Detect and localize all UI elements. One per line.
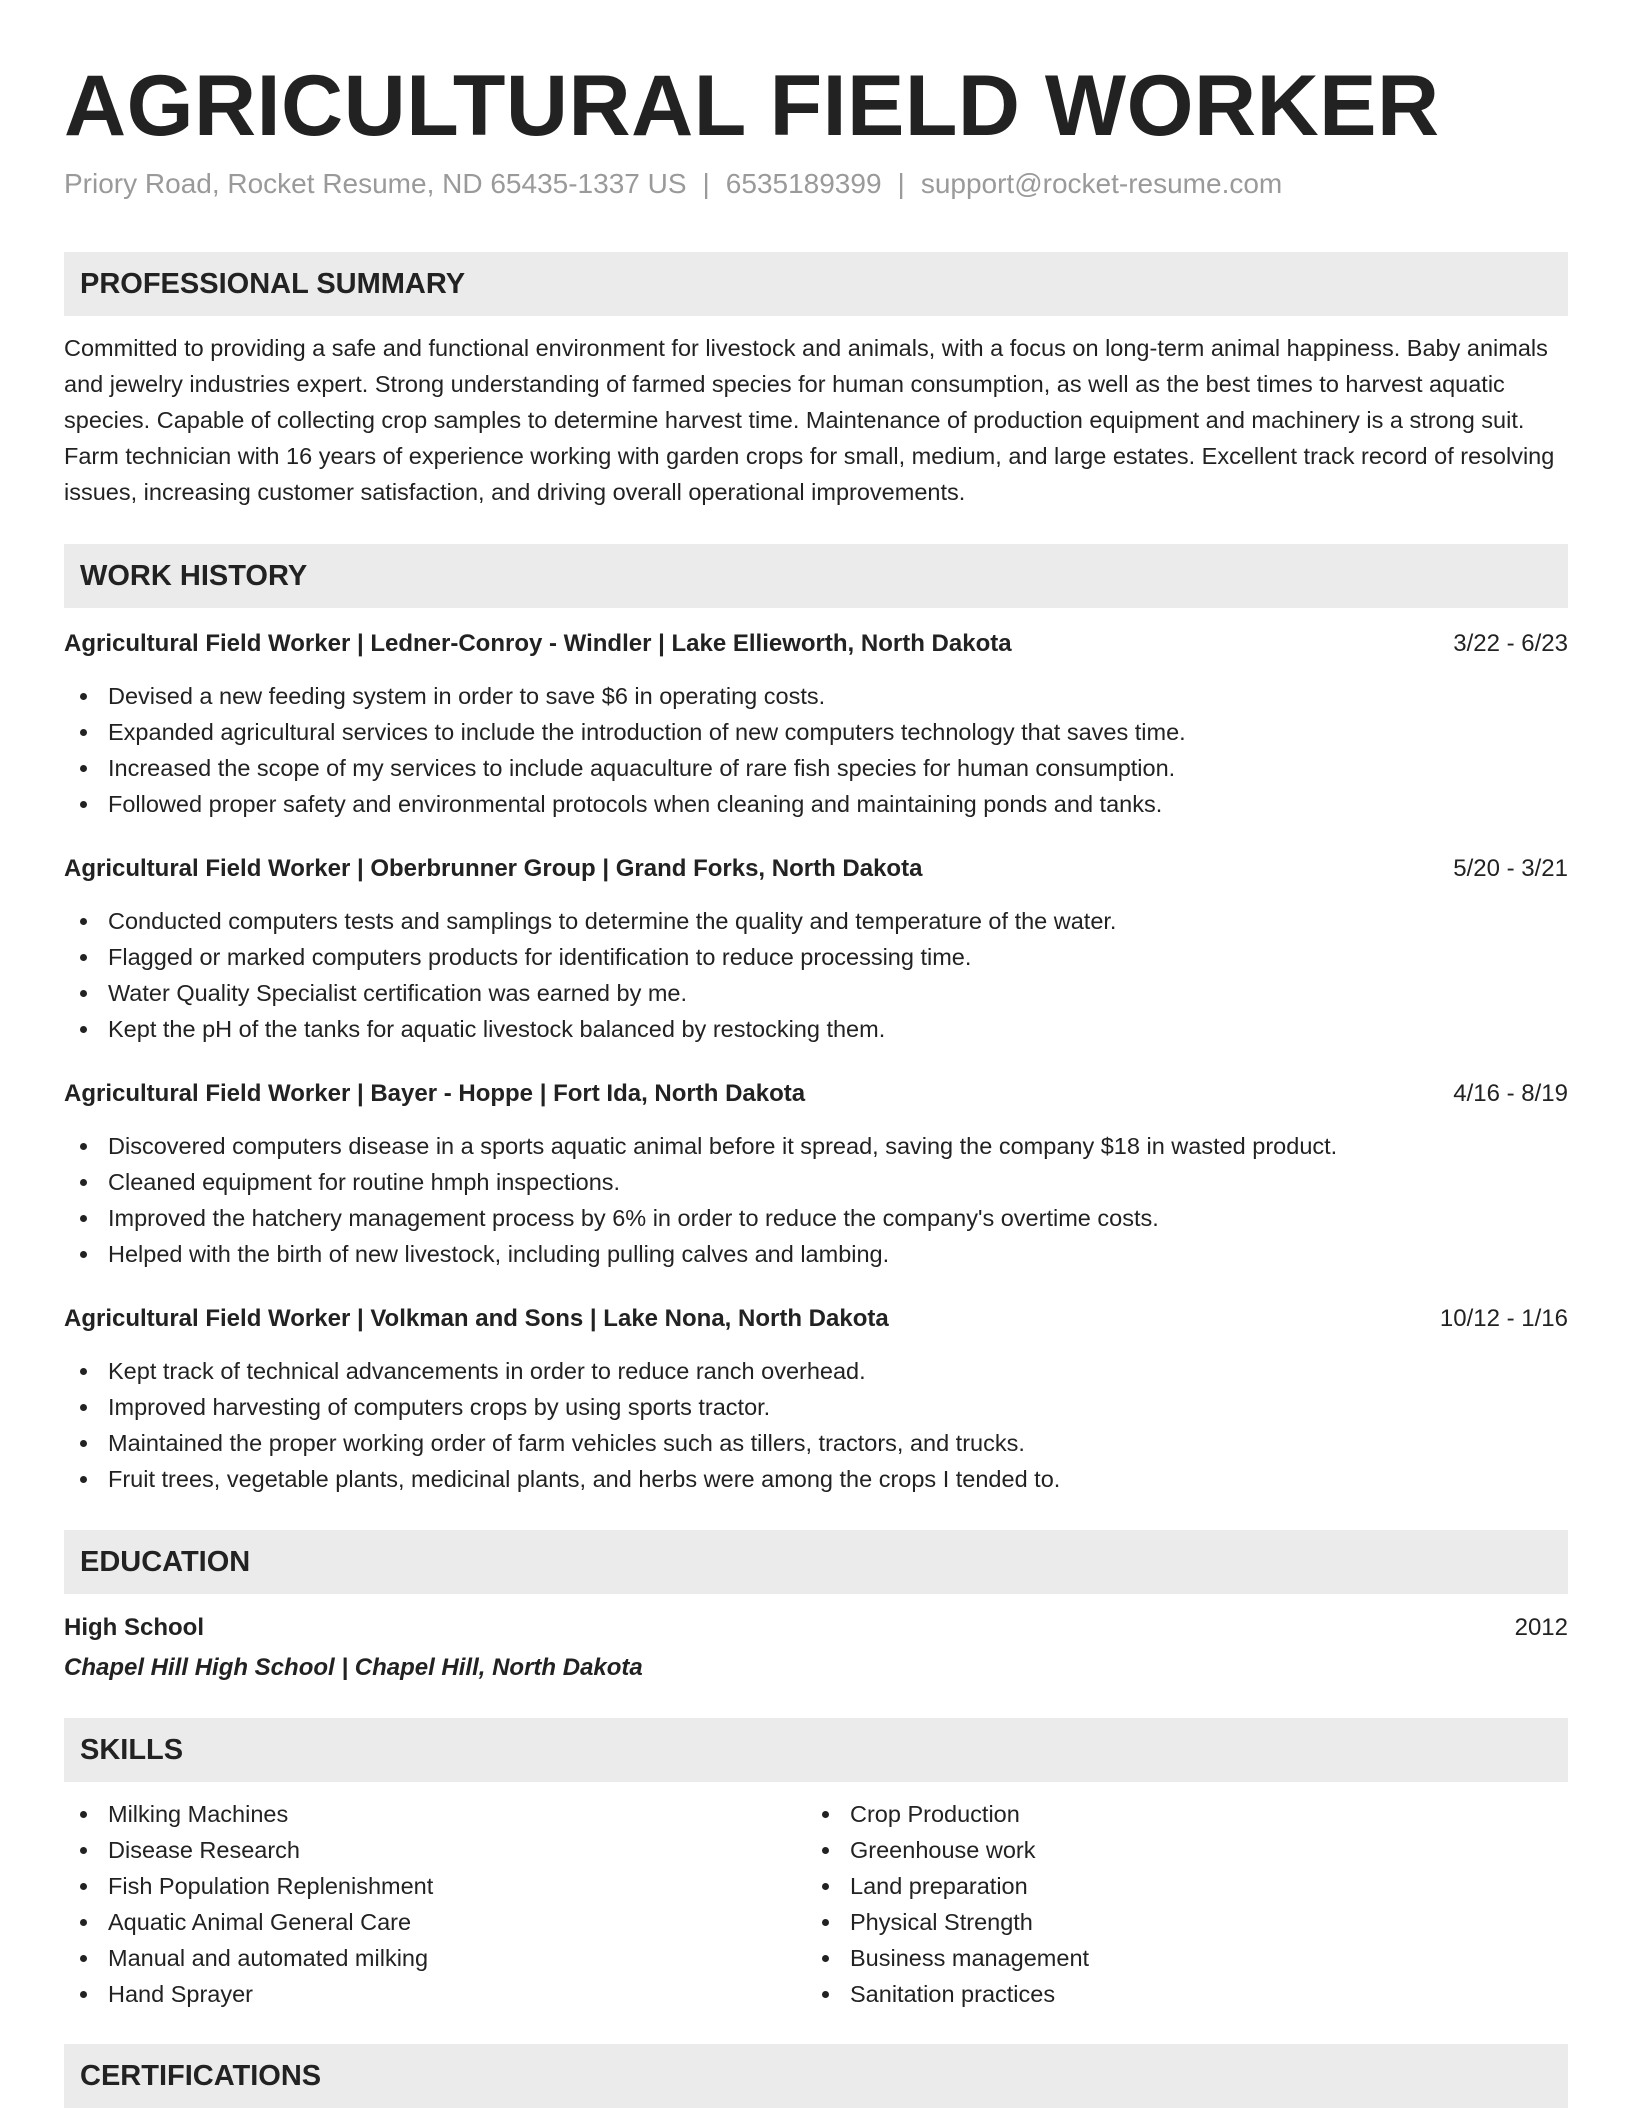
job-bullet: Kept track of technical advancements in order to reduce ranch overhead. [64,1353,1568,1389]
job-bullet: Followed proper safety and environmental protocols when cleaning and maintaining ponds and tanks. [64,786,1568,822]
job-bullet: Improved harvesting of computers crops by using sports tractor. [64,1389,1568,1425]
section-heading-education: EDUCATION [64,1530,1568,1594]
job-header [64,626,1568,662]
skill-item: Land preparation [806,1868,1548,1904]
job-bullet: Helped with the birth of new livestock, including pulling calves and lambing. [64,1236,1568,1272]
job-title: Agricultural Field Worker | Ledner-Conroy - Windler | Lake Ellieworth, North Dakota [64,630,1012,657]
contact-phone: 6535189399 [725,168,882,199]
job-entry [64,626,1568,822]
contact-separator: | [897,168,905,199]
section-heading-summary: PROFESSIONAL SUMMARY [64,252,1568,316]
job-bullet: Kept the pH of the tanks for aquatic livestock balanced by restocking them. [64,1011,1568,1047]
section-heading-work-history: WORK HISTORY [64,544,1568,608]
skill-item: Hand Sprayer [64,1976,806,2012]
job-header [64,1076,1568,1112]
job-dates: 10/12 - 1/16 [1439,1305,1568,1332]
skills-list [64,1796,1568,2012]
job-title: Agricultural Field Worker | Volkman and Sons | Lake Nona, North Dakota [64,1305,889,1332]
resume-title: AGRICULTURAL FIELD WORKER [64,58,1440,154]
job-bullets [64,1353,1568,1497]
job-entry [64,1076,1568,1272]
job-bullet: Flagged or marked computers products for identification to reduce processing time. [64,939,1568,975]
job-bullets [64,1128,1568,1272]
job-bullet: Expanded agricultural services to include the introduction of new computers technology that saves time. [64,714,1568,750]
job-bullet: Conducted computers tests and samplings to determine the quality and temperature of the water. [64,903,1568,939]
education-header [64,1610,1568,1646]
skills-column-right [806,1796,1548,2012]
job-bullet: Fruit trees, vegetable plants, medicinal plants, and herbs were among the crops I tended to. [64,1461,1568,1497]
education-school: Chapel Hill High School | Chapel Hill, North Dakota [64,1654,643,1681]
section-heading-certifications: CERTIFICATIONS [64,2044,1568,2108]
contact-email: support@rocket-resume.com [920,168,1283,199]
skill-item: Aquatic Animal General Care [64,1904,806,1940]
resume-page [64,0,1568,2108]
job-bullet: Discovered computers disease in a sports aquatic animal before it spread, saving the company $18 in wasted product. [64,1128,1568,1164]
job-title: Agricultural Field Worker | Bayer - Hoppe | Fort Ida, North Dakota [64,1080,806,1107]
job-bullet: Improved the hatchery management process by 6% in order to reduce the company's overtime costs. [64,1200,1568,1236]
job-bullet: Devised a new feeding system in order to save $6 in operating costs. [64,678,1568,714]
skill-item: Manual and automated milking [64,1940,806,1976]
job-entry [64,1301,1568,1497]
job-bullet: Cleaned equipment for routine hmph inspections. [64,1164,1568,1200]
skill-item: Fish Population Replenishment [64,1868,806,1904]
skill-item: Milking Machines [64,1796,806,1832]
skill-item: Sanitation practices [806,1976,1548,2012]
skill-item: Greenhouse work [806,1832,1548,1868]
skill-item: Business management [806,1940,1548,1976]
education-degree: High School [64,1614,204,1641]
job-header [64,1301,1568,1337]
summary-text: Committed to providing a safe and functional environment for livestock and animals, with a focus on long-term animal happiness. Baby animals and jewelry industries expert. Strong understanding of farmed species for human consumption, as well as the best times to harvest aquatic species. Capable of collecting crop samples to determine harvest time. Maintenance of production equipment and machinery is a strong suit. Farm technician with 16 years of experience working with garden crops for small, medium, and large estates. Excellent track record of resolving issues, increasing customer satisfaction, and driving overall operational improvements. [64,335,1555,505]
job-title: Agricultural Field Worker | Oberbrunner Group | Grand Forks, North Dakota [64,855,923,882]
job-dates: 4/16 - 8/19 [1453,1080,1568,1107]
job-bullets [64,903,1568,1047]
job-bullet: Water Quality Specialist certification was earned by me. [64,975,1568,1011]
job-entry [64,851,1568,1047]
contact-address: Priory Road, Rocket Resume, ND 65435-1337 US [64,168,687,199]
job-dates: 3/22 - 6/23 [1453,630,1568,657]
education-year: 2012 [1514,1614,1568,1641]
skills-column-left [64,1796,806,2012]
contact-line [64,166,1568,202]
section-heading-skills: SKILLS [64,1718,1568,1782]
job-bullet: Increased the scope of my services to include aquaculture of rare fish species for human consumption. [64,750,1568,786]
job-header [64,851,1568,887]
job-bullet: Maintained the proper working order of farm vehicles such as tillers, tractors, and trucks. [64,1425,1568,1461]
skill-item: Physical Strength [806,1904,1548,1940]
contact-separator: | [702,168,710,199]
job-bullets [64,678,1568,822]
skill-item: Disease Research [64,1832,806,1868]
job-dates: 5/20 - 3/21 [1453,855,1568,882]
skill-item: Crop Production [806,1796,1548,1832]
